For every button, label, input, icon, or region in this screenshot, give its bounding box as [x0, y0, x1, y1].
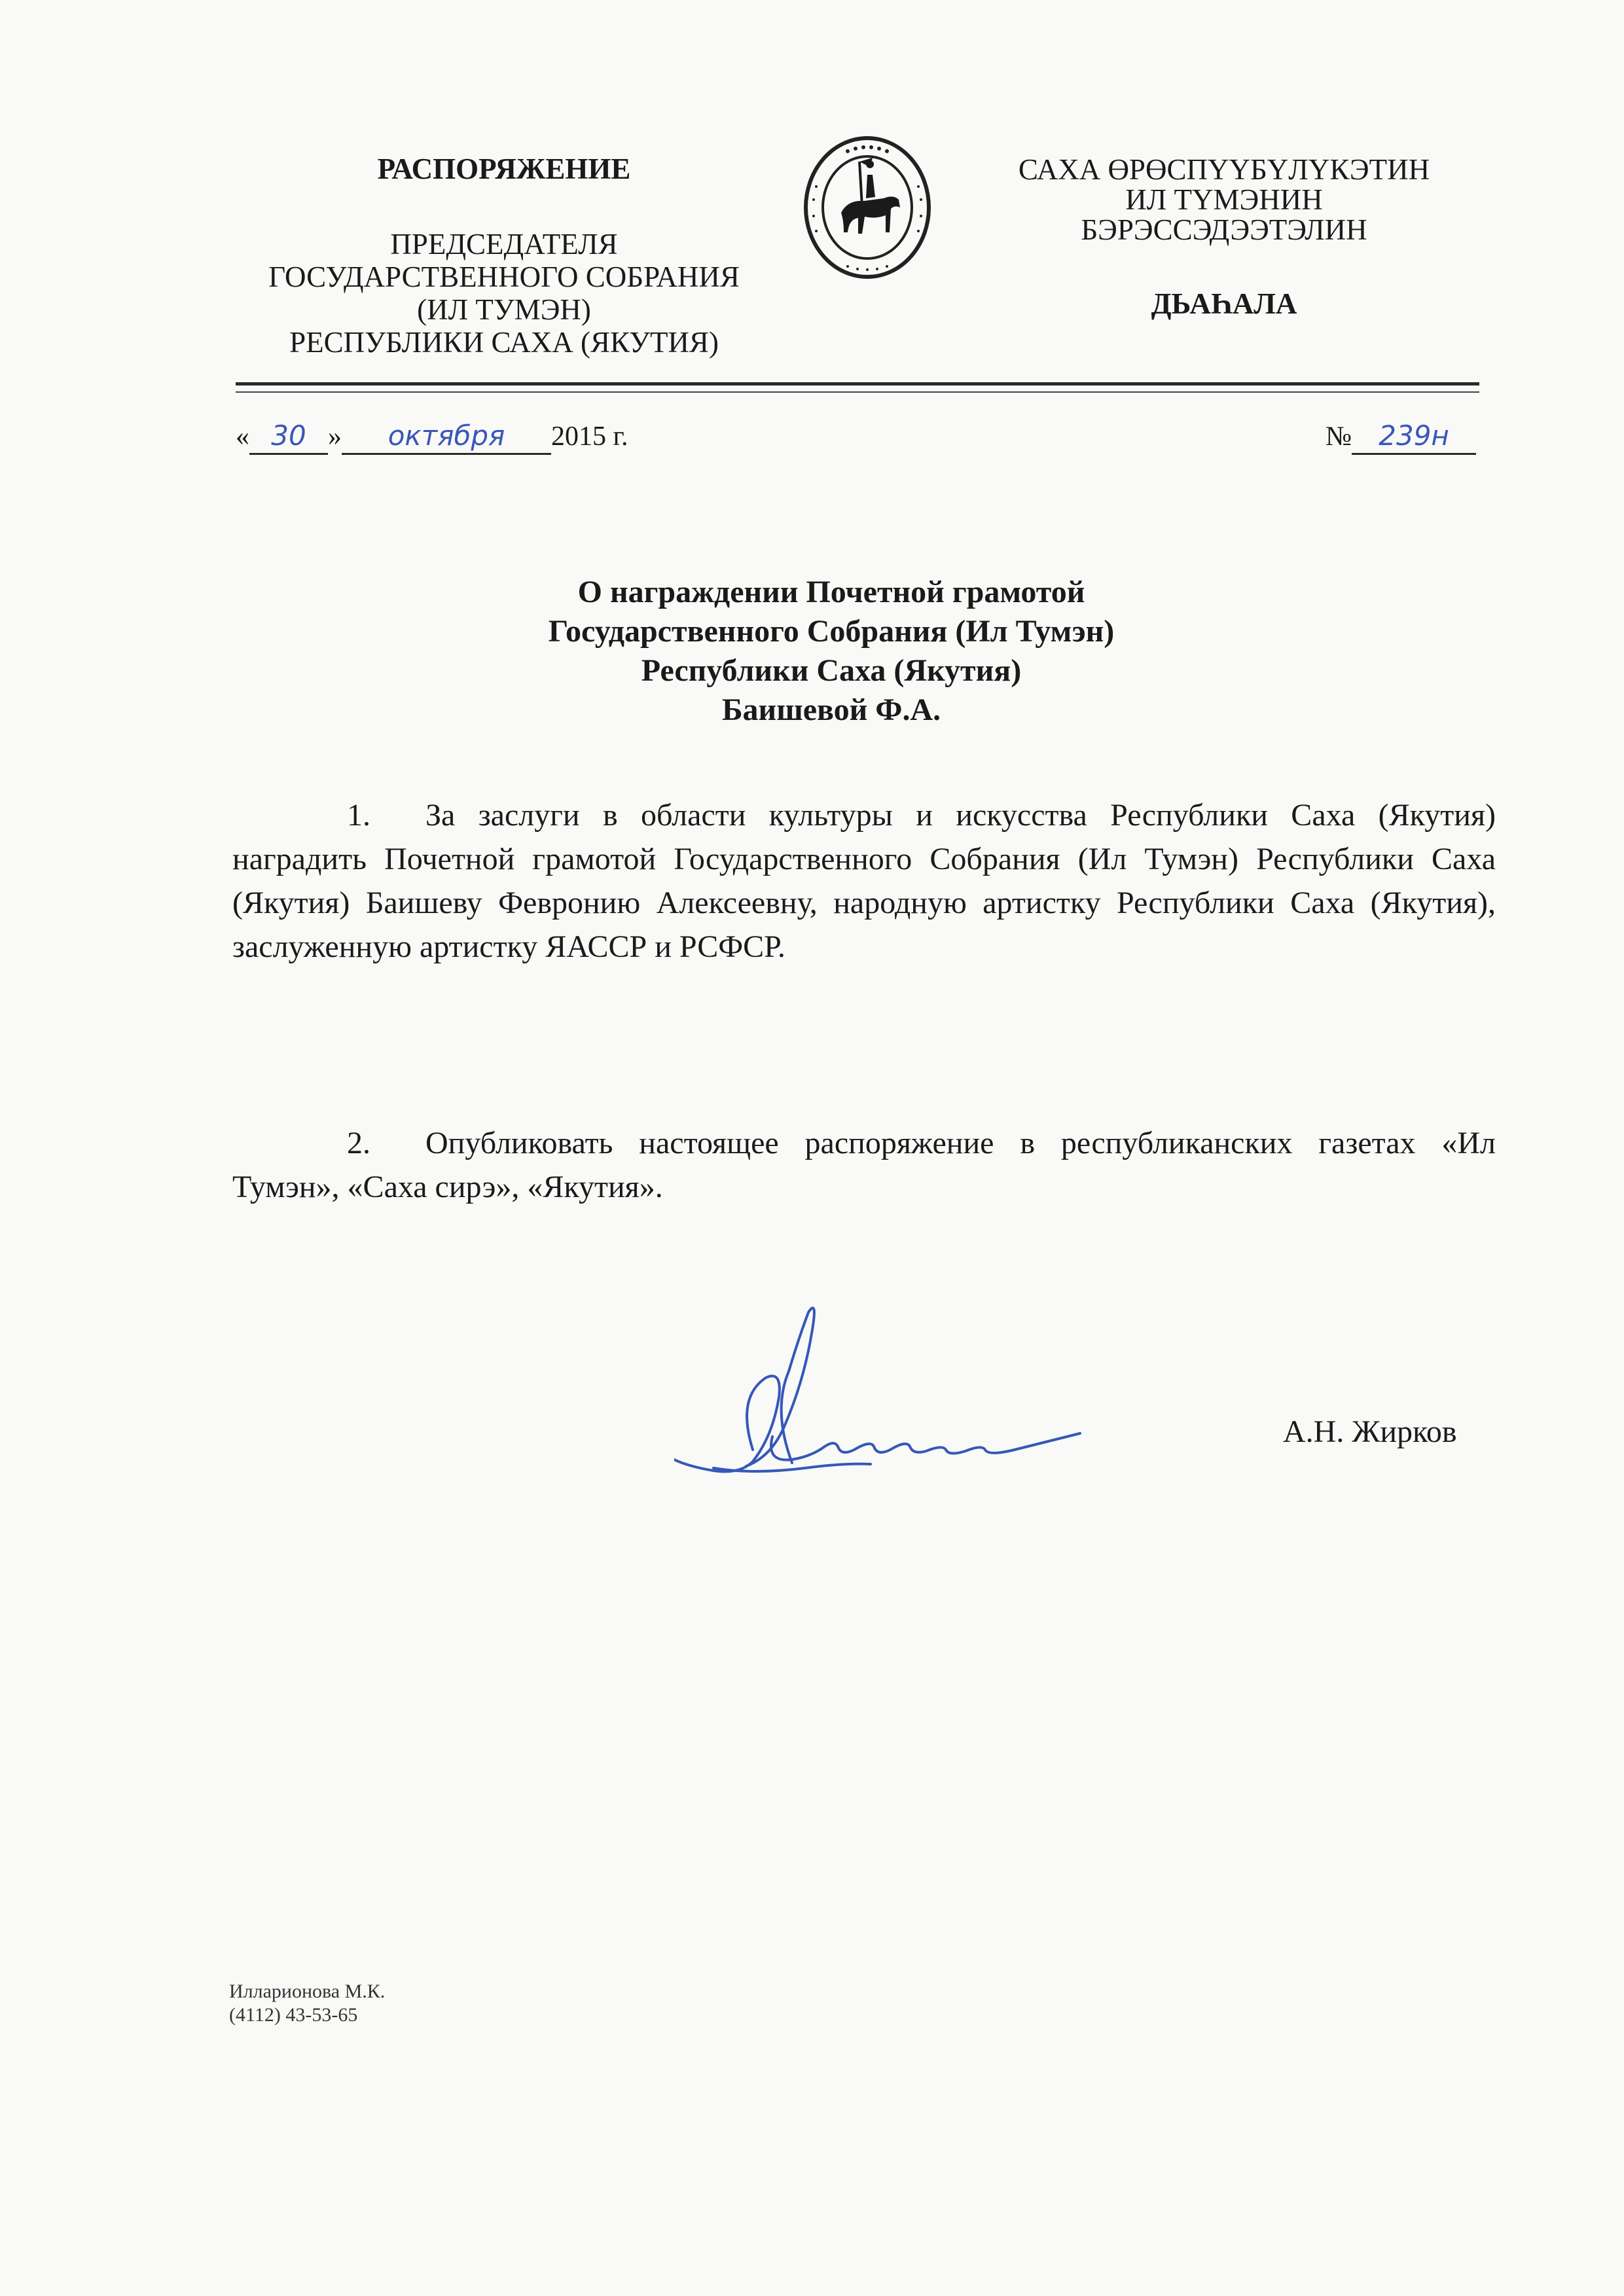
subject-line: Баишевой Ф.А.	[721, 692, 941, 727]
header-divider-thin	[236, 391, 1479, 393]
handwritten-signature	[674, 1299, 1093, 1496]
document-type-title-sakha: ДЬАҺАЛА	[1151, 287, 1297, 320]
executor-name: Илларионова М.К.	[229, 1981, 386, 2002]
order-item-1	[232, 793, 1496, 969]
issuer-line: (ИЛ ТУМЭН)	[417, 293, 591, 326]
header-divider	[236, 382, 1479, 386]
issuer-line-sakha: ИЛ ТҮМЭНИН	[1125, 183, 1323, 216]
coat-of-arms-emblem	[802, 134, 933, 281]
order-item-2	[232, 1121, 1496, 1209]
issuer-line: ГОСУДАРСТВЕННОГО СОБРАНИЯ	[268, 260, 740, 293]
document-subject	[301, 573, 1362, 730]
header-left	[216, 152, 792, 359]
subject-line: О награждении Почетной грамотой	[577, 575, 1085, 609]
issuer-line-sakha: САХА ӨРӨСПҮҮБҮЛҮКЭТИН	[1018, 153, 1430, 186]
item-number: 1.	[347, 798, 370, 833]
item-text: За заслуги в области культуры и искусства Республики Саха (Якутия) наградить Почетной грамотой Государственного Собрания (Ил Тумэн) Республики Саха (Якутия) Баишеву Февронию Алексеевну, народную артистку Республики Саха (Якутия), заслуженную артистку ЯАССР и РСФСР.	[232, 798, 1496, 964]
date-open-quote: «	[236, 422, 249, 452]
issuer-line-sakha: БЭРЭССЭДЭЭТЭЛИН	[1081, 213, 1367, 246]
document-number	[1326, 419, 1476, 455]
executor-contact	[229, 1980, 385, 2027]
subject-line: Республики Саха (Якутия)	[641, 653, 1022, 688]
document-date	[236, 419, 628, 455]
date-month: октября	[342, 419, 551, 455]
number-value: 239н	[1352, 419, 1476, 455]
date-close-quote: »	[328, 422, 342, 452]
executor-phone: (4112) 43-53-65	[229, 2004, 358, 2026]
date-year: 2015 г.	[551, 422, 628, 452]
item-text: Опубликовать настоящее распоряжение в республиканских газетах «Ил Тумэн», «Саха сирэ», «Якутия».	[232, 1126, 1496, 1204]
header-right	[962, 154, 1486, 321]
number-label: №	[1326, 422, 1352, 452]
issuer-line: РЕСПУБЛИКИ САХА (ЯКУТИЯ)	[289, 326, 719, 359]
signer-name: А.Н. Жирков	[1283, 1414, 1457, 1449]
date-day: 30	[249, 419, 328, 455]
subject-line: Государственного Собрания (Ил Тумэн)	[548, 614, 1115, 649]
issuer-line: ПРЕДСЕДАТЕЛЯ	[390, 228, 618, 260]
item-number: 2.	[347, 1126, 370, 1160]
document-type-title: РАСПОРЯЖЕНИЕ	[377, 152, 631, 185]
